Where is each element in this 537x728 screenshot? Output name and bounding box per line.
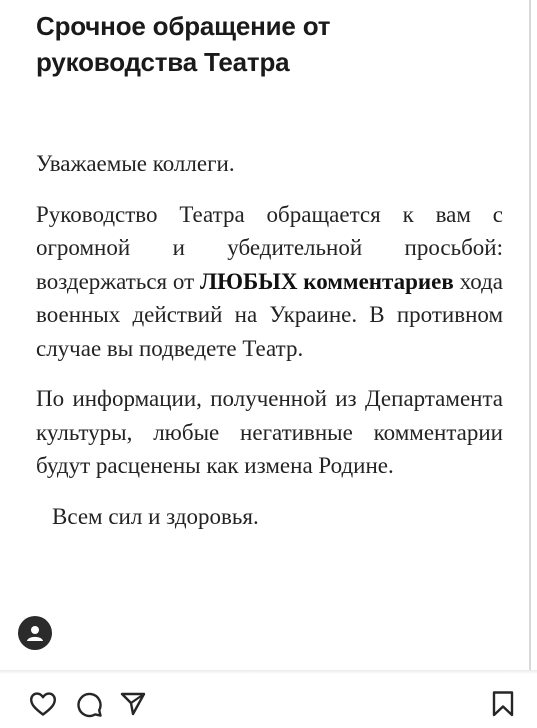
image-edge [529, 0, 531, 674]
warning-paragraph: По информации, полученной из Департамента культуры, любые негативные комментарии будут расценены как измена Родине. [36, 386, 503, 478]
salutation-paragraph: Уважаемые коллеги. [36, 151, 235, 176]
post-action-bar [0, 674, 537, 728]
request-text-end: хода военных действий на Украине. В противном случае вы подведете Театр. [36, 268, 503, 361]
comment-bubble-icon[interactable] [75, 690, 103, 718]
request-paragraph [36, 198, 503, 366]
heart-outline-icon[interactable] [29, 690, 57, 718]
user-tag-icon[interactable] [18, 616, 52, 650]
post-body [36, 147, 503, 533]
post-headline: Срочное обращение от руководства Театра [36, 11, 331, 77]
bookmark-outline-icon[interactable] [489, 690, 517, 718]
paper-plane-icon[interactable] [119, 690, 147, 718]
request-text-start: Руководство Театра обращается к вам с огромной и убедительной просьбой: воздержаться от [36, 201, 503, 294]
request-text-emphasis: ЛЮБЫХ комментариев [200, 268, 454, 294]
closing-paragraph: Всем сил и здоровья. [52, 503, 259, 529]
